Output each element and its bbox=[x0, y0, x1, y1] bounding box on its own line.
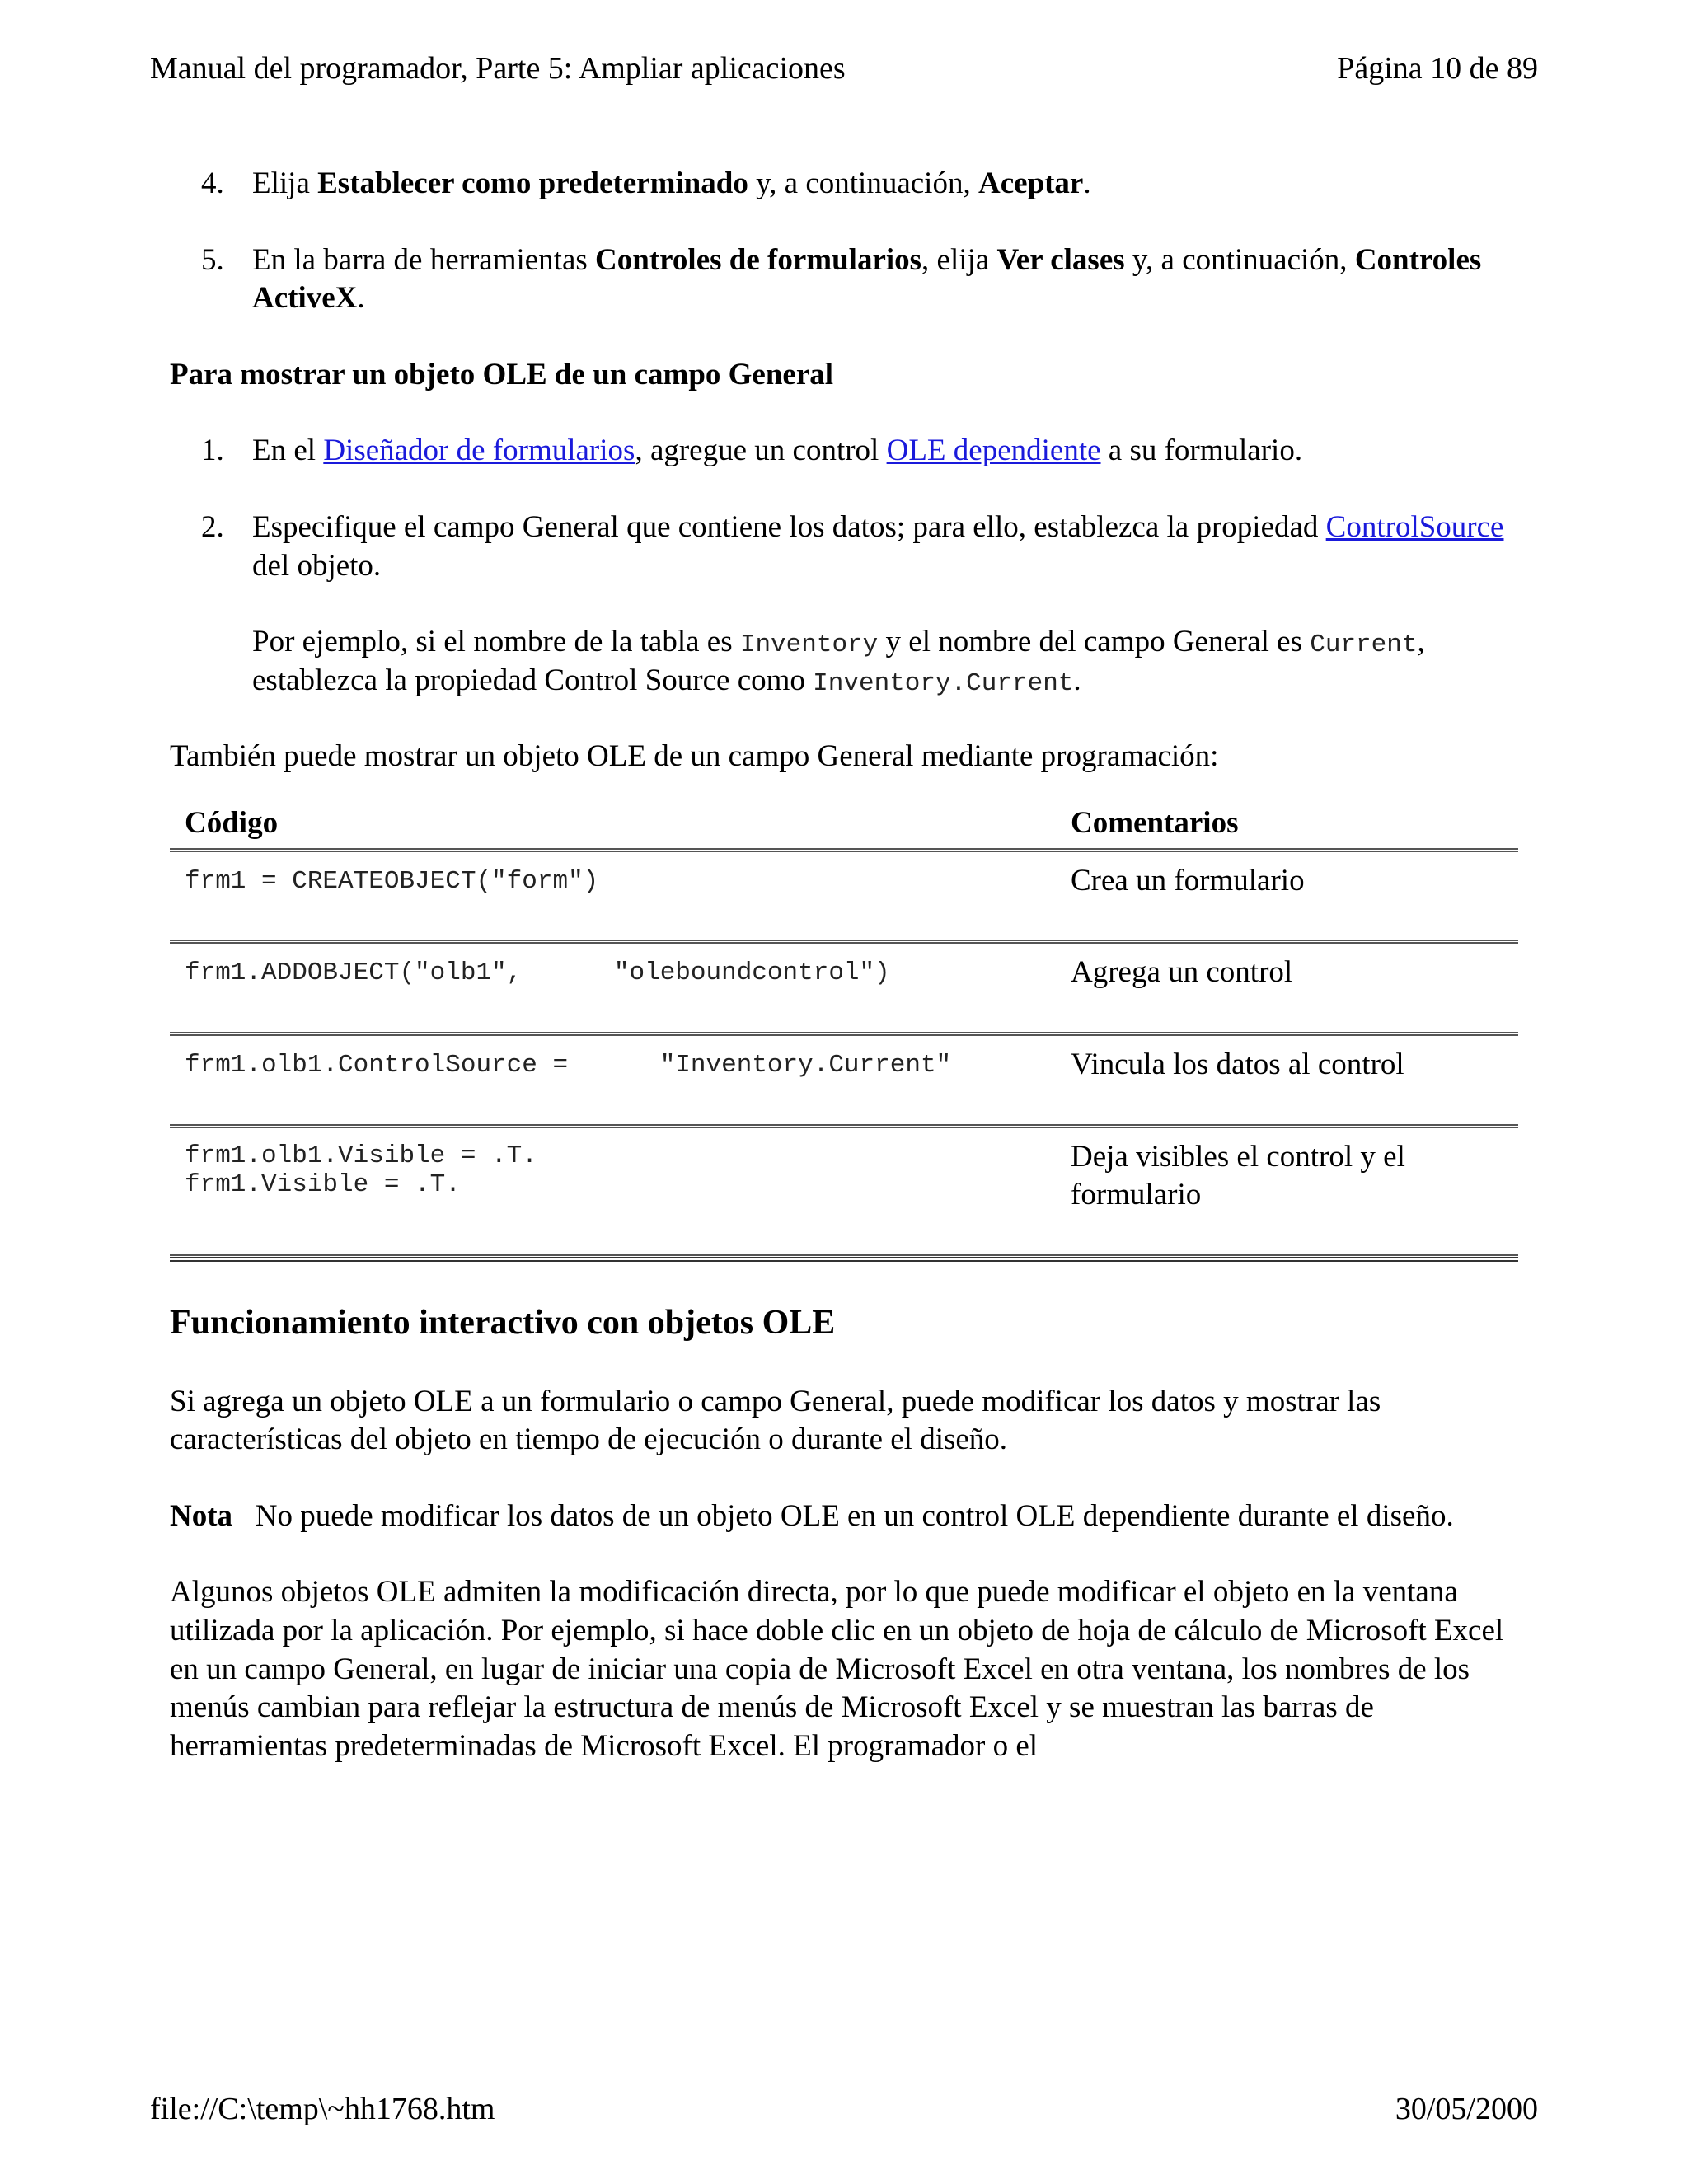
step-text-part: , elija bbox=[921, 242, 997, 277]
step-text-part: y, a continuación, bbox=[1124, 242, 1355, 277]
step-text bbox=[252, 165, 1522, 204]
procedure-heading: Para mostrar un objeto OLE de un campo General bbox=[170, 357, 834, 391]
bold-term: Aceptar bbox=[978, 166, 1084, 200]
step-4 bbox=[170, 165, 1522, 204]
step-number: 1. bbox=[201, 434, 224, 468]
column-header-comments: Comentarios bbox=[1056, 804, 1518, 850]
form-designer-link[interactable]: Diseñador de formularios bbox=[323, 434, 635, 468]
step-text-part: Especifique el campo General que contiene los datos; para ello, establezca la propiedad bbox=[252, 510, 1326, 545]
controlsource-link[interactable]: ControlSource bbox=[1325, 510, 1504, 545]
step-text-part: En la barra de herramientas bbox=[252, 242, 596, 277]
step-text-part: , agregue un control bbox=[635, 434, 887, 468]
table-row bbox=[170, 1033, 1518, 1126]
step-text-part: En el bbox=[252, 434, 324, 468]
step-number: 2. bbox=[201, 510, 224, 545]
step-text-part: y, a continuación, bbox=[748, 166, 978, 200]
page-number: Página 10 de 89 bbox=[1337, 51, 1538, 86]
code-cell: frm1.ADDOBJECT("olb1", "oleboundcontrol") bbox=[170, 942, 1056, 1034]
inline-code: Inventory.Current bbox=[813, 668, 1074, 698]
ole-bound-link[interactable]: OLE dependiente bbox=[886, 434, 1101, 468]
table-intro: También puede mostrar un objeto OLE de un campo General mediante programación: bbox=[170, 739, 1219, 774]
example-text-part: y el nombre del campo General es bbox=[878, 625, 1311, 659]
paragraph: Algunos objetos OLE admiten la modificación directa, por lo que puede modificar el objeto en la ventana utilizada por la aplicación. Por ejemplo, si hace doble clic en un objeto de hoja de cálculo de Microsoft Excel en un campo General, en lugar de iniciar una copia de Microsoft Excel en otra ventana, los nombres de los menús cambian para reflejar la estructura de menús de Microsoft Excel y se muestran las barras de herramientas predeterminadas de Microsoft Excel. El programador o el bbox=[170, 1575, 1504, 1763]
paragraph: Si agrega un objeto OLE a un formulario o campo General, puede modificar los datos y mostrar las características del objeto en tiempo de ejecución o durante el diseño. bbox=[170, 1384, 1381, 1457]
step-text bbox=[252, 432, 1522, 471]
column-header-code: Código bbox=[170, 804, 1056, 850]
step-text bbox=[252, 509, 1522, 585]
example-text bbox=[252, 623, 1522, 700]
table-header-row bbox=[170, 804, 1518, 850]
note bbox=[170, 1497, 1522, 1536]
bold-term: Ver clases bbox=[996, 242, 1125, 277]
comment-cell: Vincula los datos al control bbox=[1056, 1033, 1518, 1126]
step-text-part: del objeto. bbox=[252, 548, 382, 583]
code-cell: frm1 = CREATEOBJECT("form") bbox=[170, 850, 1056, 942]
note-text: No puede modificar los datos de un objeto OLE en un control OLE dependiente durante el diseño. bbox=[255, 1498, 1454, 1533]
step-text-part: a su formulario. bbox=[1100, 434, 1303, 468]
comment-cell: Agrega un control bbox=[1056, 942, 1518, 1034]
table-row bbox=[170, 942, 1518, 1034]
bold-term: Controles de formularios bbox=[595, 242, 922, 277]
example-text-part: Por ejemplo, si el nombre de la tabla es bbox=[252, 625, 740, 659]
bold-term: Controles ActiveX bbox=[252, 242, 1482, 316]
section-heading: Funcionamiento interactivo con objetos OLE bbox=[170, 1303, 836, 1342]
code-table bbox=[170, 804, 1518, 1258]
inline-code: Inventory bbox=[739, 630, 879, 660]
example-text-part: , establezca la propiedad Control Source como bbox=[252, 625, 1425, 697]
step-number: 4. bbox=[201, 166, 224, 200]
code-cell: frm1.olb1.Visible = .T. frm1.Visible = .T. bbox=[170, 1126, 1056, 1256]
step-5 bbox=[170, 241, 1522, 318]
step-text-part: . bbox=[1083, 166, 1091, 200]
inline-code: Current bbox=[1310, 630, 1418, 660]
step-text-part: Elija bbox=[252, 166, 318, 200]
table-row bbox=[170, 850, 1518, 942]
table-row bbox=[170, 1126, 1518, 1256]
bold-term: Establecer como predeterminado bbox=[317, 166, 748, 200]
file-path: file://C:\temp\~hh1768.htm bbox=[150, 2092, 495, 2126]
comment-cell: Deja visibles el control y el formulario bbox=[1056, 1126, 1518, 1256]
code-cell: frm1.olb1.ControlSource = "Inventory.Current" bbox=[170, 1033, 1056, 1126]
note-label: Nota bbox=[170, 1498, 233, 1533]
step-text bbox=[252, 241, 1522, 318]
step-number: 5. bbox=[201, 242, 224, 277]
comment-cell: Crea un formulario bbox=[1056, 850, 1518, 942]
document-body bbox=[170, 165, 1522, 1810]
example-text-part: . bbox=[1073, 663, 1081, 697]
step-1 bbox=[170, 432, 1522, 471]
table-bottom-rule bbox=[170, 1257, 1518, 1262]
step-2 bbox=[170, 509, 1522, 700]
page-header-title: Manual del programador, Parte 5: Ampliar aplicaciones bbox=[150, 51, 846, 86]
print-date: 30/05/2000 bbox=[1395, 2092, 1538, 2126]
step-text-part: . bbox=[357, 281, 365, 316]
